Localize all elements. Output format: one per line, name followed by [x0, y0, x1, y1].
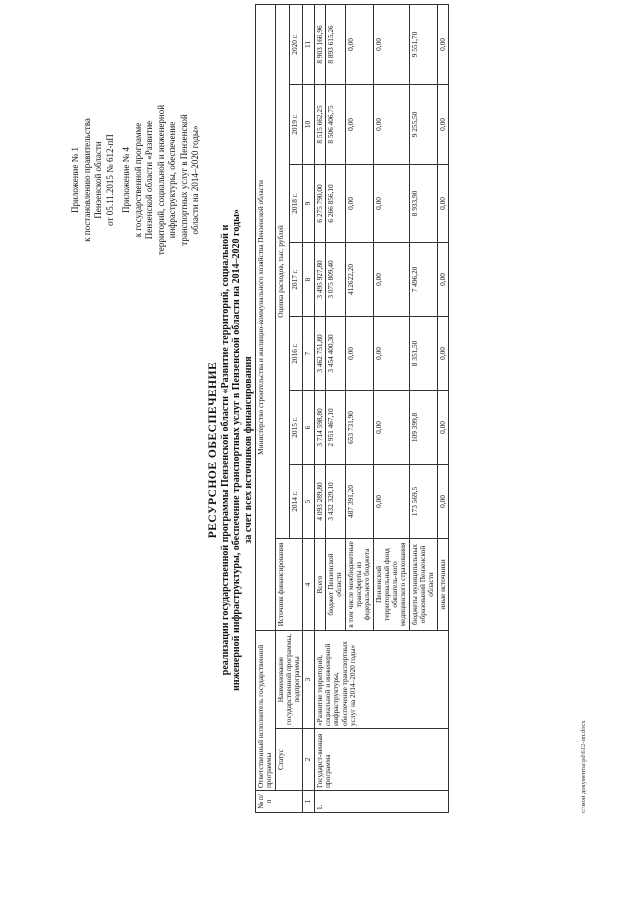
- value-cell: 0,00: [345, 165, 373, 243]
- source-label: иные источники: [437, 539, 448, 631]
- col-header-number: № п/п: [256, 791, 303, 813]
- value-cell: 0,00: [437, 85, 448, 165]
- document-subtitle-line: за счет всех источников финансирования: [242, 356, 254, 544]
- appendix-line: транспортных услуг в Пензенской: [178, 114, 189, 246]
- appendix-line: Пензенской области: [93, 141, 103, 219]
- col-header-year: 2018 г.: [289, 165, 303, 243]
- table-row: [314, 4, 325, 812]
- value-cell: 3 075 809,40: [326, 243, 346, 317]
- column-index: 4: [303, 539, 314, 631]
- value-cell: 4 093 289,80: [314, 465, 325, 539]
- col-header-year: 2016 г.: [289, 317, 303, 391]
- value-cell: 9 551,70: [409, 4, 437, 84]
- source-label: бюджеты муниципальных образований Пензенской области: [409, 539, 437, 631]
- value-cell: 0,00: [437, 243, 448, 317]
- col-header-year: 2017 г.: [289, 243, 303, 317]
- column-index: 3: [303, 631, 314, 729]
- value-cell: 0,00: [345, 85, 373, 165]
- row-number: 1.: [314, 791, 448, 813]
- value-cell: 8 933,90: [409, 165, 437, 243]
- appendix-program-block: [121, 30, 202, 330]
- source-label: Всего: [314, 539, 325, 631]
- appendix-decree-block: [70, 30, 116, 330]
- col-header-executor: Ответственный исполнитель государственной программы: [256, 631, 276, 791]
- value-cell: 2 951 467,10: [326, 391, 346, 465]
- appendix-line: Приложение № 1: [70, 147, 80, 213]
- value-cell: 0,00: [437, 4, 448, 84]
- column-index: 5: [303, 465, 314, 539]
- value-cell: 9 255,50: [409, 85, 437, 165]
- source-label: в том числе межбюджетные трансферты из федерального бюджета: [345, 539, 373, 631]
- col-header-estimate: Оценка расходов, тыс. рублей: [275, 4, 289, 538]
- table-header-row: [275, 4, 289, 812]
- document-heading: [208, 105, 254, 795]
- appendix-block: [70, 30, 202, 330]
- value-cell: 0,00: [437, 465, 448, 539]
- value-cell: 8 893 615,26: [326, 4, 346, 84]
- value-cell: 3 454 400,30: [326, 317, 346, 391]
- col-header-year: 2020 г.: [289, 4, 303, 84]
- col-header-name: Наименование государственной программы, подпрограммы: [275, 631, 303, 729]
- source-label: бюджет Пензенской области: [326, 539, 346, 631]
- table-header-row: [256, 4, 276, 812]
- value-cell: 3 462 751,80: [314, 317, 325, 391]
- document-subtitle-line: реализации государственной программы Пензенской области «Развитие территорий, социальной и: [219, 224, 231, 676]
- value-cell: 8 506 406,75: [326, 85, 346, 165]
- value-cell: 0,00: [373, 85, 409, 165]
- column-index: 11: [303, 4, 314, 84]
- column-index: 1: [303, 791, 314, 813]
- column-index: 2: [303, 729, 314, 791]
- document-title: РЕСУРСНОЕ ОБЕСПЕЧЕНИЕ: [207, 361, 219, 539]
- appendix-line: к государственной программе: [132, 122, 143, 238]
- value-cell: 3 714 598,80: [314, 391, 325, 465]
- column-index: 10: [303, 85, 314, 165]
- row-program-name: «Развитие территорий, социальной и инженерной инфраструктуры, обеспечение транспортных услуг на 2014–2020 годы»: [314, 631, 448, 729]
- document-subtitle-line: инженерной инфраструктуры, обеспечение транспортных услуг в Пензенской области на 2014–2020 годы»: [231, 209, 242, 691]
- value-cell: 412622,20: [345, 243, 373, 317]
- column-index: 9: [303, 165, 314, 243]
- col-header-year: 2019 г.: [289, 85, 303, 165]
- col-header-status: Статус: [275, 729, 303, 791]
- value-cell: 8 903 166,96: [314, 4, 325, 84]
- value-cell: 0,00: [345, 4, 373, 84]
- value-cell: 0,00: [373, 317, 409, 391]
- value-cell: 3 495 927,80: [314, 243, 325, 317]
- col-header-source: Источник финансирования: [275, 539, 303, 631]
- value-cell: 0,00: [437, 317, 448, 391]
- value-cell: 0,00: [345, 317, 373, 391]
- value-cell: 653 731,90: [345, 391, 373, 465]
- row-status: Государст-венная программа: [314, 729, 448, 791]
- col-header-year: 2015 г.: [289, 391, 303, 465]
- appendix-line: территорий, социальной и инженерной: [155, 104, 166, 256]
- column-index: 6: [303, 391, 314, 465]
- appendix-line: инфраструктуры, обеспечение: [167, 121, 177, 239]
- column-index-row: [303, 4, 314, 812]
- value-cell: 0,00: [437, 165, 448, 243]
- appendix-line: Приложение № 4: [121, 147, 131, 213]
- value-cell: 173 569,5: [409, 465, 437, 539]
- appendix-line: области на 2014–2020 годы»: [190, 125, 200, 235]
- source-label: Пензенский территориальный фонд обязатель-ного медицинского страхования: [373, 539, 409, 631]
- value-cell: 7 496,20: [409, 243, 437, 317]
- value-cell: 8 351,50: [409, 317, 437, 391]
- value-cell: 0,00: [373, 243, 409, 317]
- ministry-cell: Министерство строительства и жилищно-коммунального хозяйства Пензенской области: [256, 4, 276, 630]
- value-cell: 0,00: [373, 165, 409, 243]
- value-cell: 8 515 662,25: [314, 85, 325, 165]
- appendix-line: от 05.11.2015 № 612-пП: [104, 134, 115, 226]
- column-index: 8: [303, 243, 314, 317]
- value-cell: 6 275 790,00: [314, 165, 325, 243]
- value-cell: 0,00: [373, 465, 409, 539]
- file-path-footer: c:\мои документы\pd\612-пп.docx: [580, 720, 587, 813]
- appendix-line: к постановлению правительства: [81, 118, 92, 242]
- value-cell: 487 391,20: [345, 465, 373, 539]
- value-cell: 0,00: [373, 391, 409, 465]
- value-cell: 0,00: [437, 391, 448, 465]
- column-index: 7: [303, 317, 314, 391]
- appendix-line: Пензенской области «Развитие: [144, 120, 154, 240]
- value-cell: 109 399,8: [409, 391, 437, 465]
- value-cell: 3 432 329,10: [326, 465, 346, 539]
- resource-table: [255, 4, 449, 813]
- value-cell: 0,00: [373, 4, 409, 84]
- value-cell: 6 266 856,10: [326, 165, 346, 243]
- col-header-year: 2014 г.: [289, 465, 303, 539]
